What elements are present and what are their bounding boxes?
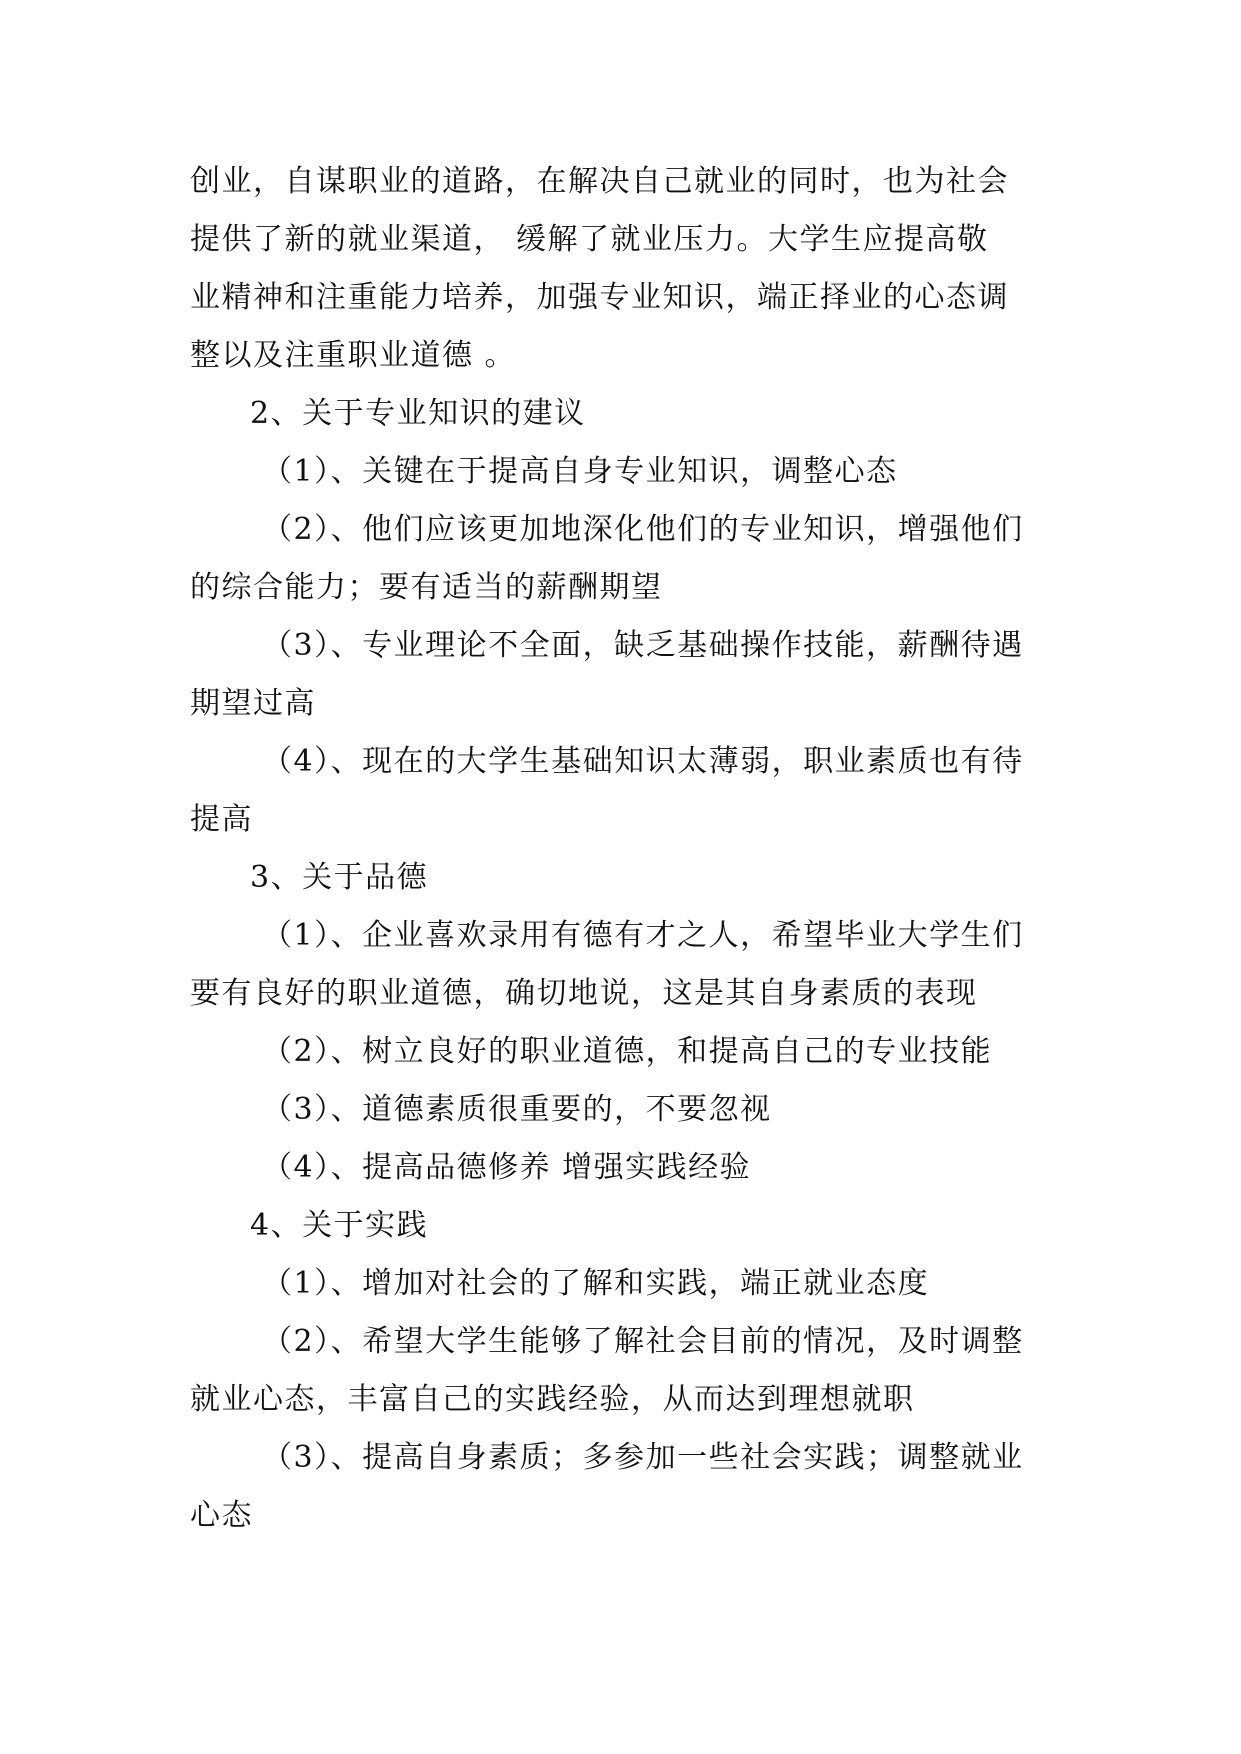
list-item-continuation: 就业心态，丰富自己的实践经验，从而达到理想就职 <box>190 1382 915 1417</box>
section-heading-professional-knowledge: 2、关于专业知识的建议 <box>250 396 586 431</box>
section-heading-morality: 3、关于品德 <box>250 860 429 895</box>
list-item-continuation: 期望过高 <box>190 686 316 721</box>
section-heading-practice: 4、关于实践 <box>250 1208 429 1243</box>
paragraph-line: 提供了新的就业渠道， 缓解了就业压力。大学生应提高敬 <box>190 222 989 257</box>
list-item: （2）、希望大学生能够了解社会目前的情况，及时调整 <box>262 1324 1024 1359</box>
list-item: （3）、道德素质很重要的，不要忽视 <box>262 1092 772 1127</box>
list-item-continuation: 提高 <box>190 802 253 837</box>
list-item: （3）、专业理论不全面，缺乏基础操作技能，薪酬待遇 <box>262 628 1024 663</box>
list-item: （4）、现在的大学生基础知识太薄弱，职业素质也有待 <box>262 744 1024 779</box>
list-item: （2）、树立良好的职业道德，和提高自己的专业技能 <box>262 1034 993 1069</box>
list-item: （1）、企业喜欢录用有德有才之人，希望毕业大学生们 <box>262 918 1024 953</box>
list-item: （1）、关键在于提高自身专业知识，调整心态 <box>262 454 898 489</box>
paragraph-line: 创业，自谋职业的道路，在解决自己就业的同时，也为社会 <box>190 164 1009 199</box>
list-item: （1）、增加对社会的了解和实践，端正就业态度 <box>262 1266 930 1301</box>
list-item-continuation: 要有良好的职业道德，确切地说，这是其自身素质的表现 <box>190 976 978 1011</box>
list-item: （4）、提高品德修养 增强实践经验 <box>262 1150 752 1185</box>
list-item-continuation: 的综合能力；要有适当的薪酬期望 <box>190 570 663 605</box>
paragraph-line: 整以及注重职业道德 。 <box>190 338 517 373</box>
list-item: （3）、提高自身素质；多参加一些社会实践；调整就业 <box>262 1440 1024 1475</box>
paragraph-line: 业精神和注重能力培养，加强专业知识，端正择业的心态调 <box>190 280 1009 315</box>
list-item: （2）、他们应该更加地深化他们的专业知识，增强他们 <box>262 512 1024 547</box>
list-item-continuation: 心态 <box>190 1498 253 1533</box>
